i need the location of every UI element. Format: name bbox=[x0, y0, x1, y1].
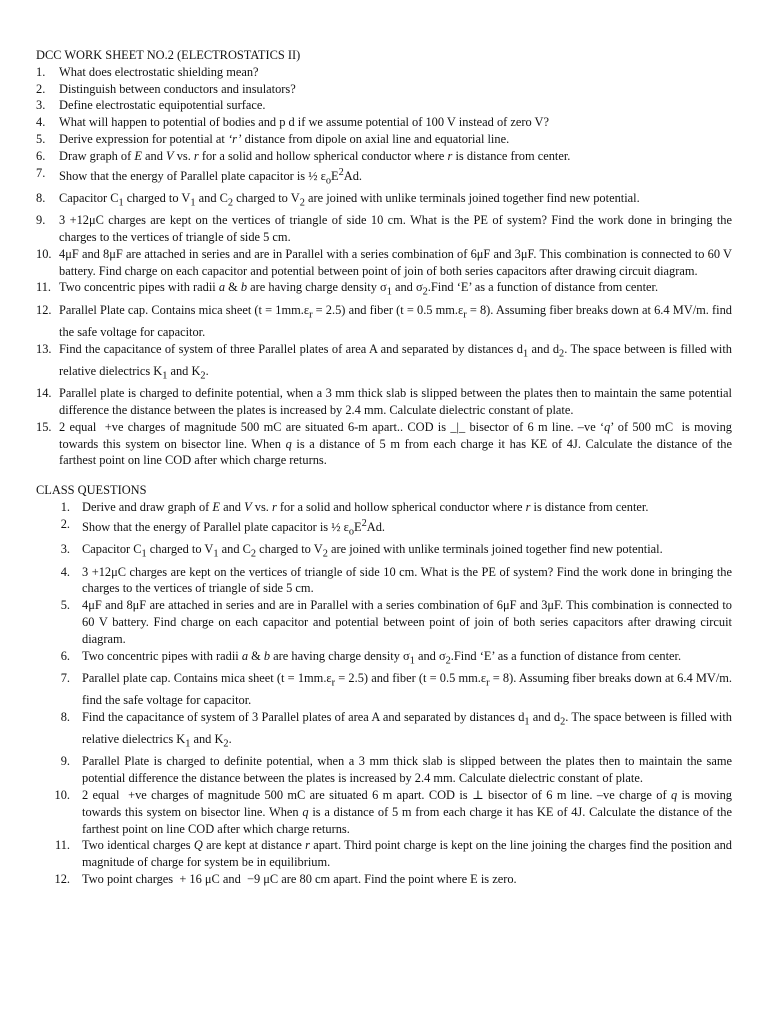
question-text: 2 equal +ve charges of magnitude 500 mC are situated 6-m apart.. COD is _|_ bisector of 6 m line. –ve ‘q’ of 500 mC is moving towards this system on bisector line. When q is a distance of 5 m from each charge it has KE of 4J. Calculate the distance of the farthest point on line COD after which charge returns. bbox=[59, 419, 732, 468]
class-question-list bbox=[36, 499, 732, 888]
question-number: 9. bbox=[36, 213, 46, 228]
question-text: Capacitor $C_1$ charged to $V_1$ and $C_2$ charged to $V_2$ are joined with unlike terminals joined together find new potential. bbox=[59, 190, 640, 209]
question-text: Define electrostatic equipotential surface. bbox=[59, 98, 266, 113]
class-question-5 bbox=[36, 597, 732, 647]
worksheet-question-13 bbox=[36, 341, 732, 386]
question-text: Parallel Plate is charged to definite potential, when a 3 mm thick slab is slipped between the plates then to maintain the same potential difference the distance between the plates is increased by 2.4 mm. Calculate dielectric constant of plate. bbox=[82, 754, 732, 786]
question-number: 10. bbox=[54, 787, 70, 802]
question-text: 4μF and 8μF are attached in series and are in Parallel with a series combination of 6μF and 3μF. This combination is connected to 60 V battery. Find charge on each capacitor and potential between point of join of both series capacitors after drawing circuit diagram. bbox=[59, 246, 732, 278]
worksheet-question-12 bbox=[36, 302, 732, 341]
worksheet-question-5 bbox=[36, 131, 732, 148]
question-text: What will happen to potential of bodies and p d if we assume potential of 100 V instead of zero V? bbox=[59, 115, 550, 130]
worksheet-question-2 bbox=[36, 81, 732, 98]
question-text: Draw graph of E and V vs. r for a solid and hollow spherical conductor where r is distance from center. bbox=[59, 148, 571, 163]
class-question-8 bbox=[36, 709, 732, 754]
question-text: Two point charges + 16 μC and −9 μC are 80 cm apart. Find the point where E is zero. bbox=[82, 871, 517, 886]
question-text: Two concentric pipes with radii a & b are having charge density $\sigma_1$ and $\sigma_2.Find$ ‘E’ as a function of distance from center. bbox=[82, 648, 682, 666]
question-text: Show that the energy of Parallel plate capacitor is ½ $\varepsilon_oE^2Ad$. bbox=[59, 166, 362, 187]
worksheet-question-11 bbox=[36, 279, 732, 301]
worksheet-title: DCC WORK SHEET NO.2 (ELECTROSTATICS II) bbox=[36, 48, 301, 62]
question-text: 2 equal +ve charges of magnitude 500 mC are situated 6 m apart. COD is ⊥ bisector of 6 m line. –ve charge of q is moving towards this system on bisector line. When q is a distance of 5 m from each charge it has KE of 4J. Calculate the distance of the farthest point on line COD after which charge returns. bbox=[82, 787, 733, 836]
question-number: 3. bbox=[60, 542, 70, 557]
question-text: Derive expression for potential at ‘r’ distance from dipole on axial line and equatorial line. bbox=[59, 131, 510, 146]
question-number: 11. bbox=[54, 838, 70, 853]
question-text: Find the capacitance of system of 3 Parallel plates of area A and separated by distances $d_1$ and $d_2$. The space between is filled with relative dielectrics $K_1$ and $K_2$. bbox=[82, 709, 732, 750]
question-number: 5. bbox=[36, 131, 46, 146]
question-number: 6. bbox=[36, 148, 46, 163]
question-text: What does electrostatic shielding mean? bbox=[59, 64, 259, 79]
question-number: 4. bbox=[60, 564, 70, 579]
question-text: Two concentric pipes with radii a & b are having charge density $\sigma_1$ and $\sigma_2.Find$ ‘E’ as a function of distance from center. bbox=[59, 280, 659, 298]
question-number: 12. bbox=[54, 871, 70, 886]
question-text: Capacitor $C_1$ charged to $V_1$ and $C_2$ charged to $V_2$ are joined with unlike terminals joined together find new potential. bbox=[82, 542, 663, 560]
question-number: 4. bbox=[36, 115, 46, 130]
question-text: Find the capacitance of system of three Parallel plates of area A and separated by distances $d_1$ and $d_2$. The space between is filled with relative dielectrics $K_1$ and $K_2$. bbox=[59, 341, 733, 382]
question-number: 10. bbox=[36, 246, 52, 261]
class-question-4 bbox=[36, 564, 732, 598]
question-number: 13. bbox=[36, 341, 52, 356]
worksheet-question-14 bbox=[36, 385, 732, 419]
question-number: 1. bbox=[36, 64, 46, 79]
question-number: 2. bbox=[36, 81, 46, 96]
question-text: Derive and draw graph of E and V vs. r for a solid and hollow spherical conductor where r is distance from center. bbox=[82, 500, 649, 515]
question-number: 12. bbox=[36, 302, 52, 317]
worksheet-question-1 bbox=[36, 64, 732, 81]
worksheet-question-15 bbox=[36, 419, 732, 469]
question-text: 4μF and 8μF are attached in series and are in Parallel with a series combination of 6μF and 3μF. This combination is connected to 60 V battery. Find charge on each capacitor and potential between point of join of both series capacitors after drawing circuit diagram. bbox=[82, 598, 732, 646]
question-text: Parallel plate is charged to definite potential, when a 3 mm thick slab is slipped between the plates then to maintain the same potential difference the distance between the plates is increased by 2.4 mm. Calculate dielectric constant of plate. bbox=[59, 386, 732, 418]
class-question-1 bbox=[36, 499, 732, 516]
question-number: 2. bbox=[60, 516, 70, 531]
question-number: 7. bbox=[60, 670, 70, 685]
worksheet-question-7 bbox=[36, 165, 732, 190]
class-question-9 bbox=[36, 753, 732, 787]
section-gap bbox=[36, 469, 732, 482]
class-questions-title: CLASS QUESTIONS bbox=[36, 483, 147, 498]
class-question-2 bbox=[36, 516, 732, 541]
class-question-6 bbox=[36, 648, 732, 670]
question-number: 8. bbox=[36, 190, 46, 205]
question-text: Parallel Plate cap. Contains mica sheet $(t = 1mm.\varepsilon_r = 2.5)$ and fiber (t = 0.5 $mm.\varepsilon_r = 8$). Assuming fiber breaks down at 6.4 MV/m. find the safe voltage for capacitor. bbox=[59, 302, 732, 339]
question-text: Show that the energy of Parallel plate capacitor is ½ $\varepsilon_oE^2Ad$. bbox=[82, 517, 385, 538]
question-number: 1. bbox=[60, 500, 70, 515]
question-text: Distinguish between conductors and insulators? bbox=[59, 81, 296, 96]
class-question-3 bbox=[36, 541, 732, 563]
question-number: 11. bbox=[36, 280, 52, 295]
question-number: 5. bbox=[60, 598, 70, 613]
worksheet-question-4 bbox=[36, 114, 732, 131]
worksheet-question-list bbox=[36, 64, 732, 469]
worksheet-question-8 bbox=[36, 190, 732, 212]
question-text: 3 +12μC charges are kept on the vertices of triangle of side 10 cm. What is the PE of system? Find the work done in bringing the charges to the vertices of triangle of side 5 cm. bbox=[59, 213, 732, 245]
question-text: 3 +12μC charges are kept on the vertices of triangle of side 10 cm. What is the PE of system? Find the work done in bringing the charges to the vertices of triangle of side 5 cm. bbox=[82, 564, 732, 596]
worksheet-question-9 bbox=[36, 212, 732, 246]
question-text: Parallel plate cap. Contains mica sheet $(t = 1mm.\varepsilon_r = 2.5)$ and fiber (t = 0.5 $mm.\varepsilon_r = 8$). Assuming fiber breaks down at 6.4 MV/m. find the safe voltage for capacitor. bbox=[82, 670, 732, 708]
question-number: 9. bbox=[60, 754, 70, 769]
class-question-10 bbox=[36, 787, 732, 837]
question-number: 14. bbox=[36, 386, 52, 401]
class-question-7 bbox=[36, 670, 732, 709]
question-number: 15. bbox=[36, 419, 52, 434]
class-question-12 bbox=[36, 871, 732, 888]
question-number: 6. bbox=[60, 648, 70, 663]
class-question-11 bbox=[36, 837, 732, 871]
worksheet-question-3 bbox=[36, 97, 732, 114]
question-number: 3. bbox=[36, 98, 46, 113]
question-text: Two identical charges Q are kept at distance r apart. Third point charge is kept on the line joining the charges find the position and magnitude of charge for system be in equilibrium. bbox=[82, 838, 732, 870]
question-number: 8. bbox=[60, 709, 70, 724]
question-number: 7. bbox=[36, 165, 46, 180]
worksheet-question-6 bbox=[36, 148, 732, 165]
document-page bbox=[36, 47, 732, 888]
worksheet-question-10 bbox=[36, 246, 732, 280]
